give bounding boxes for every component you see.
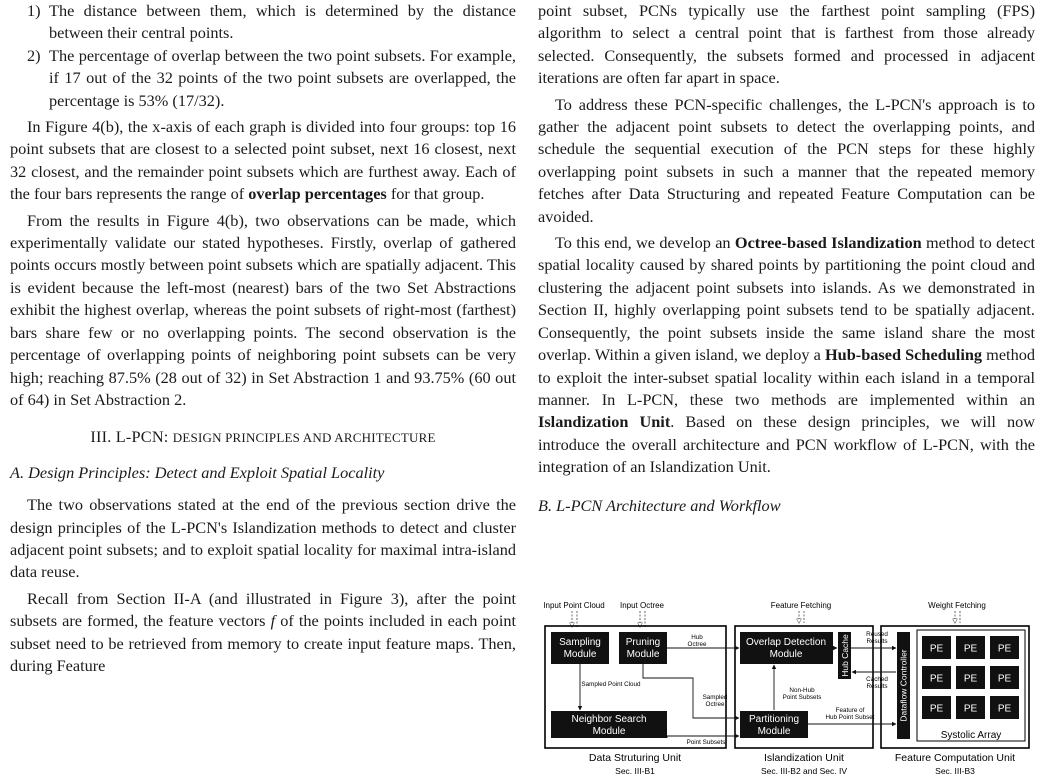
text: for that group. [386, 184, 485, 204]
pe-label: PE [997, 643, 1012, 655]
non-hub-label: Non-Hub [789, 687, 815, 694]
paragraph: The two observations stated at the end of the previous section drive the design principles of the L-PCN's Islandization methods to detect and cluster adjacent point subsets; and to exploit spatial locality for maximal intra-island data reuse. [10, 495, 516, 582]
bold-term: Hub-based Scheduling [825, 345, 983, 365]
math-variable: f [270, 611, 276, 631]
feature-hub-label: Hub Point Subset [825, 714, 875, 721]
subsection-heading: B. L-PCN Architecture and Workflow [538, 495, 781, 515]
paragraph: point subset, PCNs typically use the farthest point sampling (FPS) algorithm to select a central point that is farthest from those already selected. Consequently, the subsets formed and processed in adjacent iterations are often far apart in space. [538, 1, 1035, 88]
pe-grid [922, 636, 1019, 719]
pe-label: PE [929, 703, 944, 715]
section-title: DESIGN PRINCIPLES AND ARCHITECTURE [172, 430, 436, 446]
text: method to detect spatial locality caused by shared points by partitioning the point cloud and clustering the adjacent point subsets into islands. As we demonstrated in Section II, highly overlapping point subsets tend to be spatially adjacent. Consequently, the point subsets inside the same island share the most overlap. Within a given island, we deploy a [538, 233, 1036, 365]
partitioning-label: Partitioning [748, 714, 800, 725]
dashed-input-arrows [572, 611, 960, 627]
list-item [10, 45, 516, 112]
pruning-label: Pruning [625, 637, 661, 648]
data-structuring-unit-section: Sec. III-B1 [615, 766, 655, 776]
list-item [10, 0, 516, 45]
weight-fetching-label: Weight Fetching [928, 601, 986, 610]
pe-label: PE [963, 703, 978, 715]
text: In Figure 4(b), the x-axis of each graph is divided into four groups: top 16 point subsets that are closest to a selected point subset, next 16 closest, next 32 closest, and the remainder point subsets which are furthest away. Each of the four bars represents the range of [10, 117, 516, 204]
hub-octree-label: Octree [687, 641, 707, 648]
section-number: III. L-PCN: [90, 427, 173, 447]
pruning-label: Module [626, 649, 660, 660]
bold-term: overlap percentages [248, 184, 387, 204]
neighbor-search-label: Module [592, 726, 626, 737]
text: of the points included in each point subset need to be retrieved from memory to create input feature maps. Then, during Feature [10, 611, 517, 675]
pe-label: PE [997, 703, 1012, 715]
section-heading [10, 426, 516, 449]
subsection-heading: A. Design Principles: Detect and Exploit Spatial Locality [10, 462, 385, 482]
islandization-unit-caption: Islandization Unit [764, 752, 844, 764]
hub-octree-label: Hub [691, 634, 703, 641]
point-subsets-label: Point Subsets [686, 739, 726, 746]
sampled-point-cloud-label: Sampled Point Cloud [581, 681, 641, 688]
bold-term: Islandization Unit [538, 412, 671, 432]
reused-results-label: Results [866, 638, 888, 645]
overlap-detection-label: Overlap Detection [745, 637, 827, 648]
partitioning-label: Module [757, 726, 791, 737]
sampled-octree-label: Sampled [702, 694, 728, 701]
feature-fetching-label: Feature Fetching [770, 601, 832, 610]
pe-label: PE [929, 673, 944, 685]
sampling-label: Sampling [559, 637, 601, 648]
pe-label: PE [997, 673, 1012, 685]
input-octree-label: Input Octree [619, 601, 665, 610]
sampled-octree-label: Octree [705, 701, 725, 708]
list-number: 1) [27, 1, 41, 20]
pe-label: PE [929, 643, 944, 655]
pe-label: PE [963, 673, 978, 685]
overlap-detection-label: Module [769, 649, 803, 660]
neighbor-search-label: Neighbor Search [571, 714, 647, 725]
sampling-label: Module [563, 649, 597, 660]
data-structuring-unit-caption: Data Struturing Unit [588, 752, 682, 764]
paragraph [10, 116, 516, 206]
input-point-cloud-label: Input Point Cloud [543, 601, 605, 610]
list-text: The percentage of overlap between the two point subsets. For example, if 17 out of the 32 points of the two point subsets are overlapped, the percentage is 53% (17/32). [49, 45, 516, 110]
architecture-diagram [538, 598, 1032, 780]
non-hub-label: Point Subsets [782, 694, 822, 701]
systolic-array-label: Systolic Array [940, 730, 1002, 741]
list-number: 2) [27, 45, 41, 65]
right-column [538, 0, 1035, 527]
paragraph [10, 588, 516, 678]
text: . Based on these design principles, we will now introduce the overall architecture and PCN workflow of L-PCN, with the integration of an Islandization Unit. [538, 412, 1035, 477]
text: Recall from Section II-A (and illustrated in Figure 3), after the point subsets are formed, the feature vectors [10, 588, 516, 631]
islandization-unit-section: Sec. III-B2 and Sec. IV [761, 766, 847, 776]
reused-results-label: Reused [866, 631, 888, 638]
cached-results-label: Cached [866, 676, 888, 683]
feature-hub-label: Feature of [835, 707, 865, 714]
list-text: The distance between them, which is determined by the distance between their central points. [49, 1, 516, 43]
feature-computation-unit-caption: Feature Computation Unit [894, 752, 1016, 764]
pe-label: PE [963, 643, 978, 655]
dataflow-controller-label: Dataflow Controller [898, 649, 909, 722]
paragraph [538, 232, 1035, 478]
bold-term: Octree-based Islandization [734, 233, 922, 253]
paragraph: To address these PCN-specific challenges, the L-PCN's approach is to gather the adjacent point subsets to detect the overlapping points, and schedule the sequential execution of the PCN steps for these highly overlapping point subsets in such a manner that the repeated memory fetches after Data Structuring and repeated Feature Computation can be avoided. [538, 94, 1035, 226]
feature-computation-unit-section: Sec. III-B3 [935, 766, 975, 776]
text: method to exploit the inter-subset spatial locality within each island in a temporal manner. In L-PCN, these two methods are implemented within an [538, 345, 1036, 409]
paragraph: From the results in Figure 4(b), two observations can be made, which experimentally validate our stated hypotheses. Firstly, overlap of gathered points occurs mostly between point subsets which are spatially adjacent. This is evident because the left-most (nearest) bars of the two Set Abstractions exhibit the highest overlap, whereas the point subsets of right-most (farthest) bars share few or no overlapping points. The second observation is the percentage of overlapping points of neighboring point subsets can be very high; reaching 87.5% (28 out of 32) in Set Abstraction 1 and 93.75% (60 out of 64) in Set Abstraction 2. [10, 210, 516, 409]
left-column [10, 0, 516, 677]
cached-results-label: Results [866, 683, 888, 690]
text: To this end, we develop an [555, 233, 735, 253]
hub-cache-label: Hub Cache [840, 634, 850, 677]
